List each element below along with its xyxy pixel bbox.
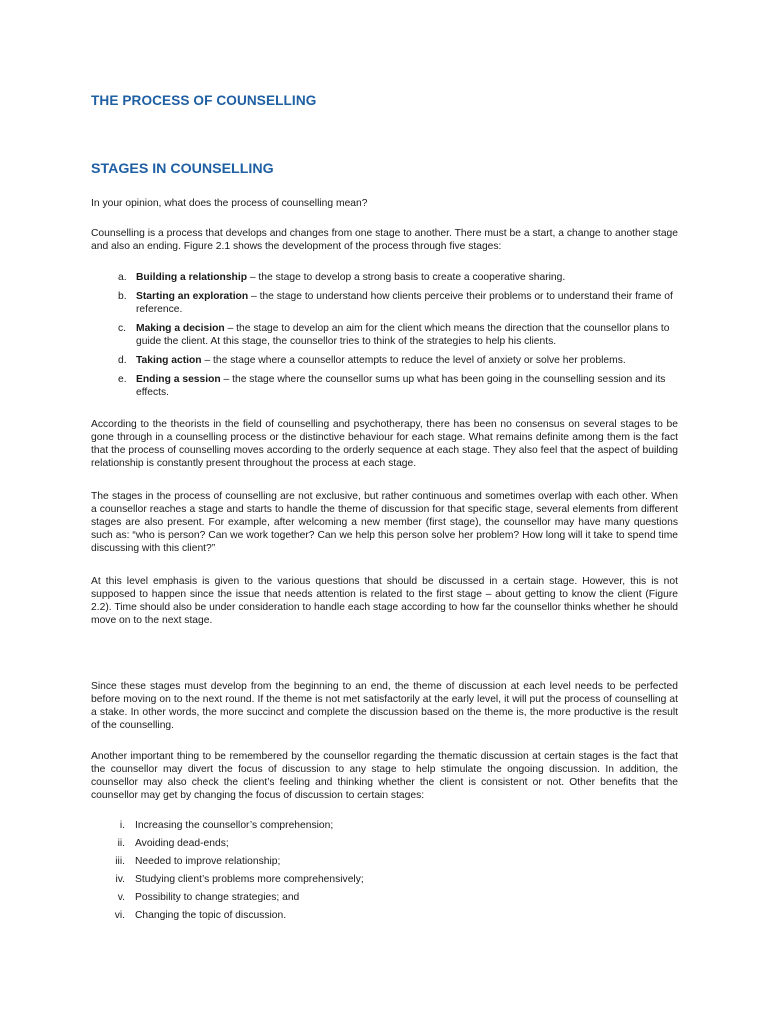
emphasis-paragraph: At this level emphasis is given to the various questions that should be discussed in a certain stage. However, this is not supposed to happen since the issue that needs attention is related to the first stage – about getting to know the client (Figure 2.2). Time should also be under consideration to handle each stage according to how far the counsellor thinks whether he should move on to the next stage. [91,576,678,626]
benefits-list [91,819,491,927]
stage-description: – the stage where a counsellor attempts to reduce the level of anxiety or solve her problems. [201,355,626,366]
perfected-paragraph: Since these stages must develop from the beginning to an end, the theme of discussion at each level needs to be perfected before moving on to the next round. If the theme is not met satisfactorily at the early level, it will put the process of counselling at a stake. In other words, the more succinct and complete the discussion based on the theme is, the more productive is the result of the counselling. [91,681,678,731]
stages-list [118,271,678,405]
stage-description: – the stage to develop a strong basis to create a cooperative sharing. [246,272,566,283]
stage-description: – the stage to understand how clients perceive their problems or to understand their frame of reference. [136,291,673,315]
list-marker: e. [118,374,127,385]
list-item [118,373,678,399]
stage-term: Taking action [136,355,202,366]
stage-term: Starting an exploration [136,291,249,302]
section-heading: STAGES IN COUNSELLING [91,161,274,177]
intro-paragraph: Counselling is a process that develops and changes from one stage to another. There must be a start, a change to another stage and also an ending. Figure 2.1 shows the development of the process through five stages: [91,228,678,252]
list-item [118,271,678,284]
benefit-text: Needed to improve relationship; [135,856,281,867]
list-item [118,354,678,367]
thematic-paragraph: Another important thing to be remembered by the counsellor regarding the thematic discussion at certain stages is the fact that the counsellor may divert the focus of discussion to any stage to help stimulate the ongoing discussion. In addition, the counsellor may also check the client’s feeling and thinking whether the client is consistent or not. Other benefits that the counsellor may get by changing the focus of discussion to certain stages: [91,751,678,801]
list-item [91,819,491,837]
list-marker: b. [118,291,127,302]
benefit-text: Possibility to change strategies; and [135,892,300,903]
list-item [118,322,678,348]
list-marker: c. [118,323,127,334]
stage-description: – the stage where the counsellor sums up what has been going in the counselling session and its effects. [136,374,666,398]
theorists-paragraph: According to the theorists in the field of counselling and psychotherapy, there has been no consensus on several stages to be gone through in a counselling process or the distinctive behaviour for each stage. What remains definite among them is the fact that the process of counselling moves according to the orderly sequence at each stage. They also feel that the aspect of building relationship is constantly present throughout the process at each stage. [91,419,678,469]
stage-term: Building a relationship [136,272,247,283]
list-marker: vi. [114,910,125,921]
list-marker: v. [117,892,125,903]
overlap-paragraph: The stages in the process of counselling are not exclusive, but rather continuous and sometimes overlap with each other. When a counsellor reaches a stage and starts to handle the theme of discussion for that specific stage, several elements from different stages are also present. For example, after welcoming a new member (first stage), the counsellor may have many questions such as: “who is person? Can we work together? Can we help this person solve her problem? How long will it take to spend time discussing with this client?” [91,491,678,554]
question-paragraph: In your opinion, what does the process of counselling mean? [91,198,368,209]
benefit-text: Avoiding dead-ends; [135,838,229,849]
list-marker: a. [118,272,127,283]
list-item [91,909,491,927]
document-title: THE PROCESS OF COUNSELLING [91,93,317,108]
list-item [91,873,491,891]
stage-description: – the stage to develop an aim for the client which means the direction that the counsellor plans to guide the client. At this stage, the counsellor tries to think of the strategies to help his clients. [136,323,670,347]
list-marker: iv. [115,874,125,885]
stage-term: Making a decision [136,323,225,334]
list-marker: ii. [117,838,125,849]
benefit-text: Changing the topic of discussion. [135,910,287,921]
list-item [91,837,491,855]
list-item [118,290,678,316]
stage-term: Ending a session [136,374,221,385]
list-marker: iii. [115,856,125,867]
benefit-text: Increasing the counsellor’s comprehension; [135,820,334,831]
list-marker: i. [119,820,125,831]
list-item [91,855,491,873]
list-item [91,891,491,909]
list-marker: d. [118,355,127,366]
benefit-text: Studying client’s problems more comprehensively; [135,874,364,885]
